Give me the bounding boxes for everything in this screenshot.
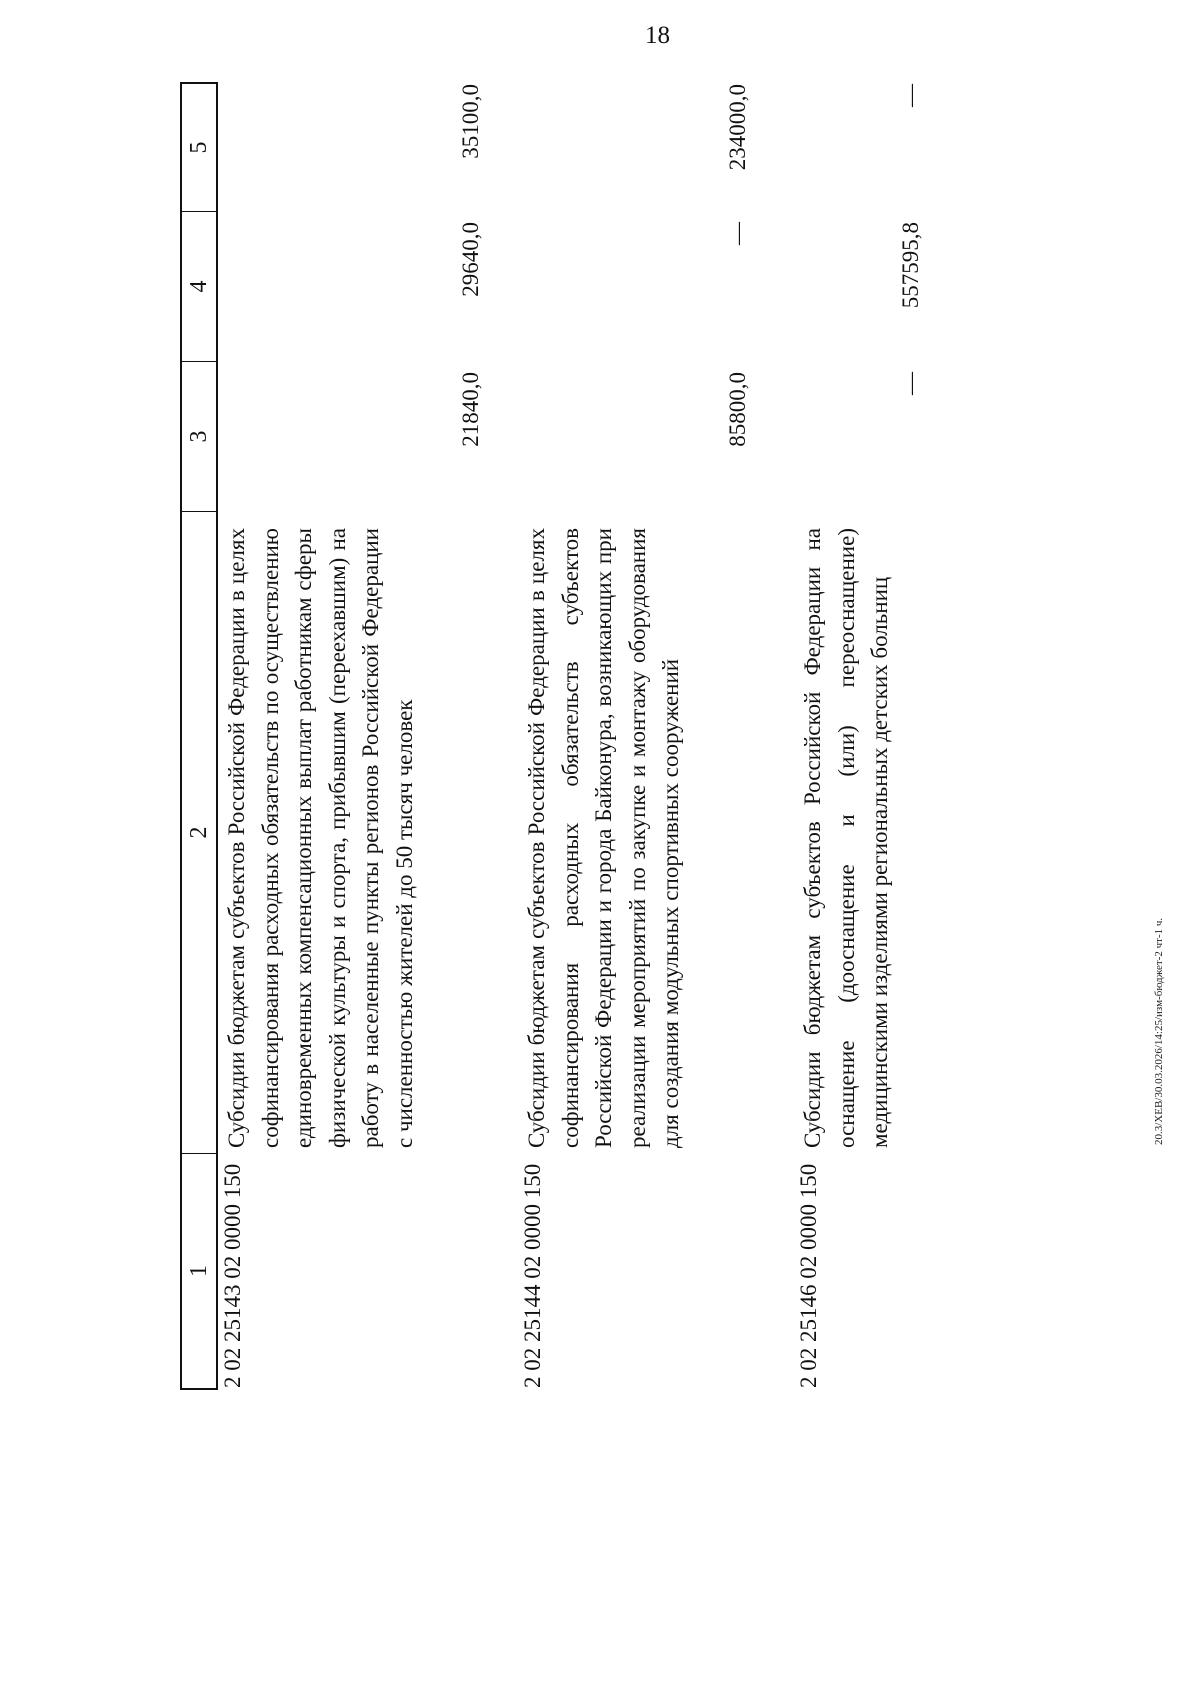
page-number: 18 bbox=[645, 22, 670, 49]
table-header-cell-1: 1 bbox=[182, 1153, 216, 1388]
budget-code: 2 02 25146 02 0000 150 bbox=[796, 1163, 821, 1388]
value-col-3: 21840,0 bbox=[458, 372, 483, 447]
table-header-cell-2: 2 bbox=[182, 511, 216, 1153]
value-col-5: — bbox=[898, 84, 923, 107]
value-col-3: — bbox=[898, 372, 923, 395]
value-col-5: 234000,0 bbox=[725, 84, 750, 171]
budget-code: 2 02 25143 02 0000 150 bbox=[220, 1163, 245, 1388]
value-col-4: 29640,0 bbox=[458, 222, 483, 297]
row-description: Субсидии бюджетам субъектов Российской Федерации на оснащение (дооснащение и (или) переоснащение) медицинскими изделиями региональных детских больниц bbox=[800, 528, 893, 1148]
table-header-row bbox=[180, 82, 218, 1390]
value-col-5: 35100,0 bbox=[458, 84, 483, 159]
row-description: Субсидии бюджетам субъектов Российской Федерации в целях софинансирования расходных обязательств субъектов Российской Федерации и города Байконура, возникающих при реализации мероприятий по закупке и монтажу оборудования для создания модульных спортивных сооружений bbox=[524, 528, 684, 1148]
value-col-3: 85800,0 bbox=[725, 372, 750, 447]
row-description: Субсидии бюджетам субъектов Российской Федерации в целях софинансирования расходных обязательств по осуществлению единовременных компенсационных выплат работникам сферы физической культуры и спорта, прибывшим (переехавшим) на работу в населенные пункты регионов Российской Федерации с численностью жителей до 50 тысяч человек bbox=[224, 528, 417, 1148]
table-header-cell-5: 5 bbox=[185, 141, 212, 154]
budget-code: 2 02 25144 02 0000 150 bbox=[520, 1163, 545, 1388]
value-col-4: 557595,8 bbox=[898, 222, 923, 309]
value-col-4: — bbox=[725, 222, 750, 245]
rotated-table-content bbox=[180, 80, 1020, 1390]
table-header-cell-3: 3 bbox=[182, 361, 216, 511]
table-header-cell-4: 4 bbox=[182, 211, 216, 361]
document-footer-code: 20.3/XEB/30.03.2026/14:25/изм-бюджет-2 чт-1 ч. bbox=[1153, 917, 1165, 1145]
